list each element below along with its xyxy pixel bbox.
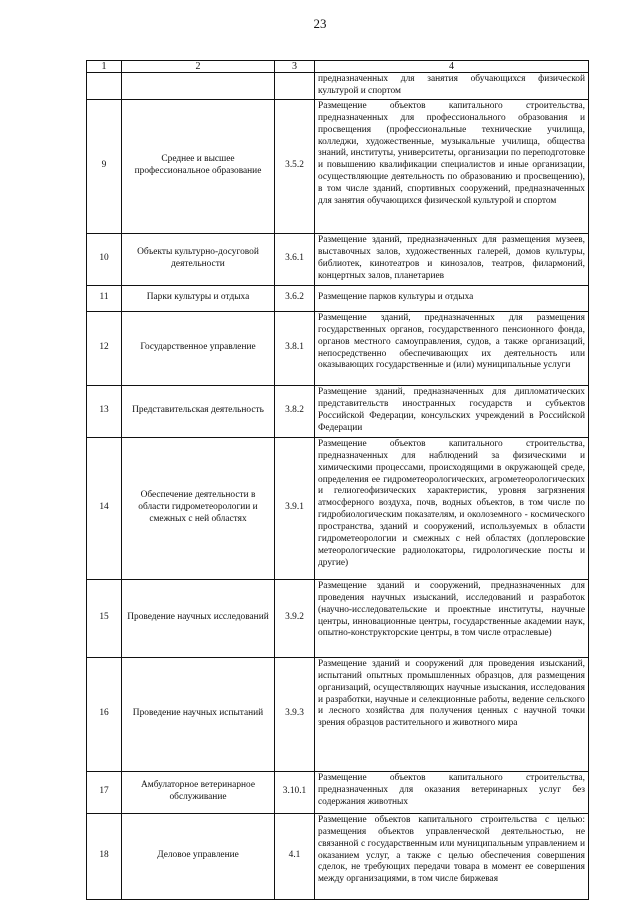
table-row [87, 233, 589, 285]
table-body [87, 73, 589, 900]
use-type-name: Обеспечение деятельности в области гидрометеорологии и смежных с ней областях [122, 437, 275, 579]
row-number: 9 [87, 99, 122, 233]
row-number: 17 [87, 771, 122, 813]
use-type-description: Размещение зданий, предназначенных для размещения государственных органов, государственного пенсионного фонда, органов местного самоуправления, судов, а также организаций, непосредственно обеспечивающих их деятельность или оказывающих государственные и (или) муниципальные услуги [315, 311, 589, 385]
use-type-code: 3.6.1 [275, 233, 315, 285]
use-type-name: Государственное управление [122, 311, 275, 385]
use-type-code: 4.1 [275, 813, 315, 899]
row-number [87, 73, 122, 100]
use-type-description: предназначенных для занятия обучающихся физической культурой и спортом [315, 73, 589, 100]
use-type-code: 3.9.1 [275, 437, 315, 579]
use-type-description: Размещение зданий и сооружений, предназначенных для проведения научных изысканий, исследований и разработок (научно-исследовательские и проектные институты, научные центры, инновационные центры, государственные академии наук, опытно-конструкторские центры, в том числе отраслевые) [315, 579, 589, 657]
table-row [87, 437, 589, 579]
use-type-name: Проведение научных испытаний [122, 657, 275, 771]
table-row [87, 285, 589, 311]
use-type-code: 3.9.2 [275, 579, 315, 657]
use-type-description: Размещение зданий, предназначенных для размещения музеев, выставочных залов, художественных галерей, домов культуры, библиотек, кинотеатров и кинозалов, театров, филармоний, концертных залов, планетариев [315, 233, 589, 285]
use-type-name: Представительская деятельность [122, 385, 275, 437]
row-number: 18 [87, 813, 122, 899]
use-type-name [122, 73, 275, 100]
use-type-code [275, 73, 315, 100]
header-col-4: 4 [315, 61, 589, 73]
use-type-code: 3.9.3 [275, 657, 315, 771]
row-number: 16 [87, 657, 122, 771]
table-row [87, 99, 589, 233]
row-number: 14 [87, 437, 122, 579]
header-col-1: 1 [87, 61, 122, 73]
header-col-2: 2 [122, 61, 275, 73]
use-type-name: Деловое управление [122, 813, 275, 899]
row-number: 11 [87, 285, 122, 311]
table-row [87, 73, 589, 100]
use-type-description: Размещение парков культуры и отдыха [315, 285, 589, 311]
row-number: 13 [87, 385, 122, 437]
table-row [87, 813, 589, 899]
use-type-description: Размещение объектов капитального строительства, предназначенных для наблюдений за физическими и химическими процессами, происходящими в окружающей среде, определения ее гидрометеорологических, агрометеорологических и гелиогеофизических характеристик, уровня загрязнения атмосферного воздуха, почв, водных объектов, в том числе по гидробиологическим показателям, и околоземного - космического пространства, зданий и сооружений, используемых в области гидрометеорологии и смежных с ней областях (доплеровские метеорологические радиолокаторы, гидрологические посты и другие) [315, 437, 589, 579]
use-type-name: Объекты культурно-досуговой деятельности [122, 233, 275, 285]
use-type-code: 3.5.2 [275, 99, 315, 233]
row-number: 15 [87, 579, 122, 657]
use-type-name: Парки культуры и отдыха [122, 285, 275, 311]
table-row [87, 579, 589, 657]
page-number: 23 [313, 16, 327, 31]
header-col-3: 3 [275, 61, 315, 73]
use-type-description: Размещение объектов капитального строительства с целью: размещения объектов управленческой деятельностью, не связанной с государственным или муниципальным управлением и оказанием услуг, а также с целью обеспечения совершения сделок, не требующих передачи товара в момент ее совершения между организациями, в том числе биржевая [315, 813, 589, 899]
row-number: 12 [87, 311, 122, 385]
table-row [87, 385, 589, 437]
use-type-name: Проведение научных исследований [122, 579, 275, 657]
use-type-description: Размещение объектов капитального строительства, предназначенных для профессионального образования и просвещения (профессиональные технические училища, колледжи, художественные, музыкальные училища, общества знаний, институты, университеты, организации по переподготовке и повышению квалификации специалистов и иные организации, осуществляющие деятельность по образованию и просвещению), в том числе зданий, спортивных сооружений, предназначенных для занятия обучающихся физической культурой и спортом [315, 99, 589, 233]
use-type-description: Размещение зданий, предназначенных для дипломатических представительств иностранных государств и субъектов Российской Федерации, консульских учреждений в Российской Федерации [315, 385, 589, 437]
use-type-code: 3.8.1 [275, 311, 315, 385]
use-type-description: Размещение объектов капитального строительства, предназначенных для оказания ветеринарных услуг без содержания животных [315, 771, 589, 813]
use-type-name: Амбулаторное ветеринарное обслуживание [122, 771, 275, 813]
land-use-table [86, 60, 589, 900]
row-number: 10 [87, 233, 122, 285]
use-type-name: Среднее и высшее профессиональное образование [122, 99, 275, 233]
use-type-code: 3.10.1 [275, 771, 315, 813]
table-row [87, 311, 589, 385]
table-header [87, 61, 589, 73]
table-row [87, 771, 589, 813]
use-type-code: 3.8.2 [275, 385, 315, 437]
table-row [87, 657, 589, 771]
use-type-description: Размещение зданий и сооружений для проведения изысканий, испытаний опытных промышленных образцов, для размещения организаций, осуществляющих научные изыскания, исследования и разработки, научные и селекционные работы, ведение сельского и лесного хозяйства для получения ценных с научной точки зрения образцов растительного и животного мира [315, 657, 589, 771]
use-type-code: 3.6.2 [275, 285, 315, 311]
